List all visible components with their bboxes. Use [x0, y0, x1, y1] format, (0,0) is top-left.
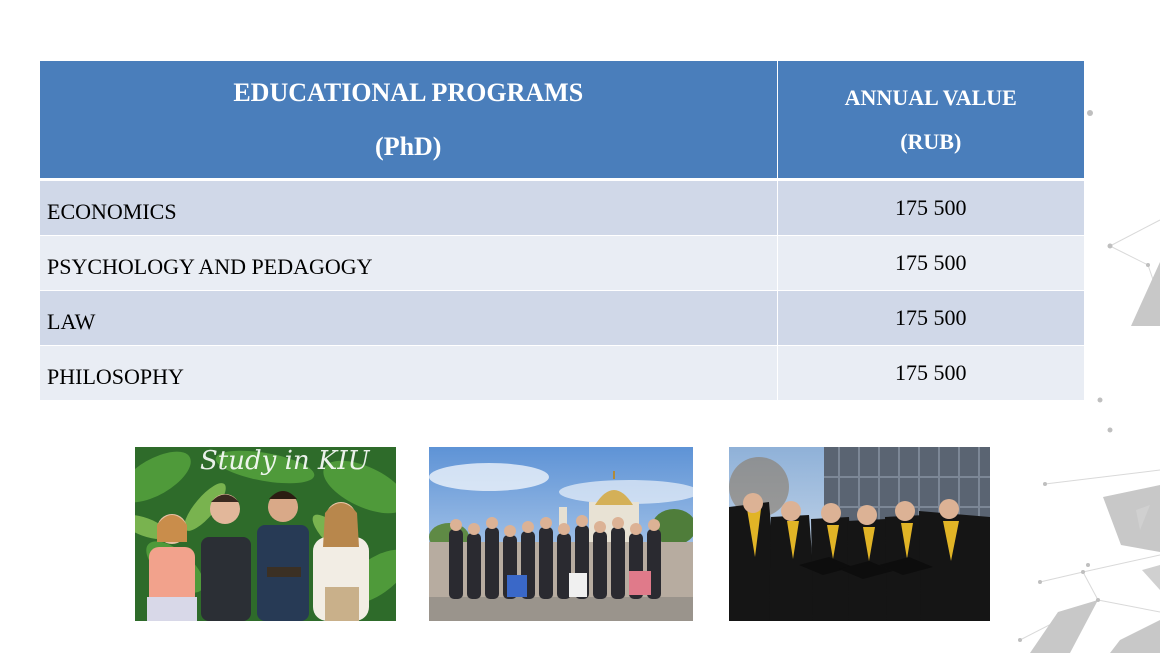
photo1-sign-text: Study in KIU [200, 447, 370, 476]
header-col2-line2: (RUB) [900, 128, 962, 154]
program-annual-value: 175 500 [777, 236, 1084, 291]
header-annual-value [777, 61, 1084, 180]
table-row [40, 346, 1084, 401]
photo-students-green-wall [135, 447, 396, 621]
program-name: ECONOMICS [40, 180, 777, 236]
program-name: PHILOSOPHY [40, 346, 777, 401]
header-col1-line1: EDUCATIONAL PROGRAMS [233, 77, 584, 107]
header-col2-line1: ANNUAL VALUE [844, 84, 1017, 110]
program-annual-value: 175 500 [777, 180, 1084, 236]
program-name: PSYCHOLOGY AND PEDAGOGY [40, 236, 777, 291]
table-row [40, 180, 1084, 236]
program-annual-value: 175 500 [777, 346, 1084, 401]
table-row [40, 291, 1084, 346]
header-col1-line2: (PhD) [375, 131, 442, 161]
programs-table [40, 61, 1084, 401]
table-row [40, 236, 1084, 291]
photo-group-mosque [429, 447, 693, 621]
table-header-row [40, 61, 1084, 180]
program-annual-value: 175 500 [777, 291, 1084, 346]
header-educational-programs [40, 61, 777, 180]
photo-graduates [729, 447, 990, 621]
program-name: LAW [40, 291, 777, 346]
